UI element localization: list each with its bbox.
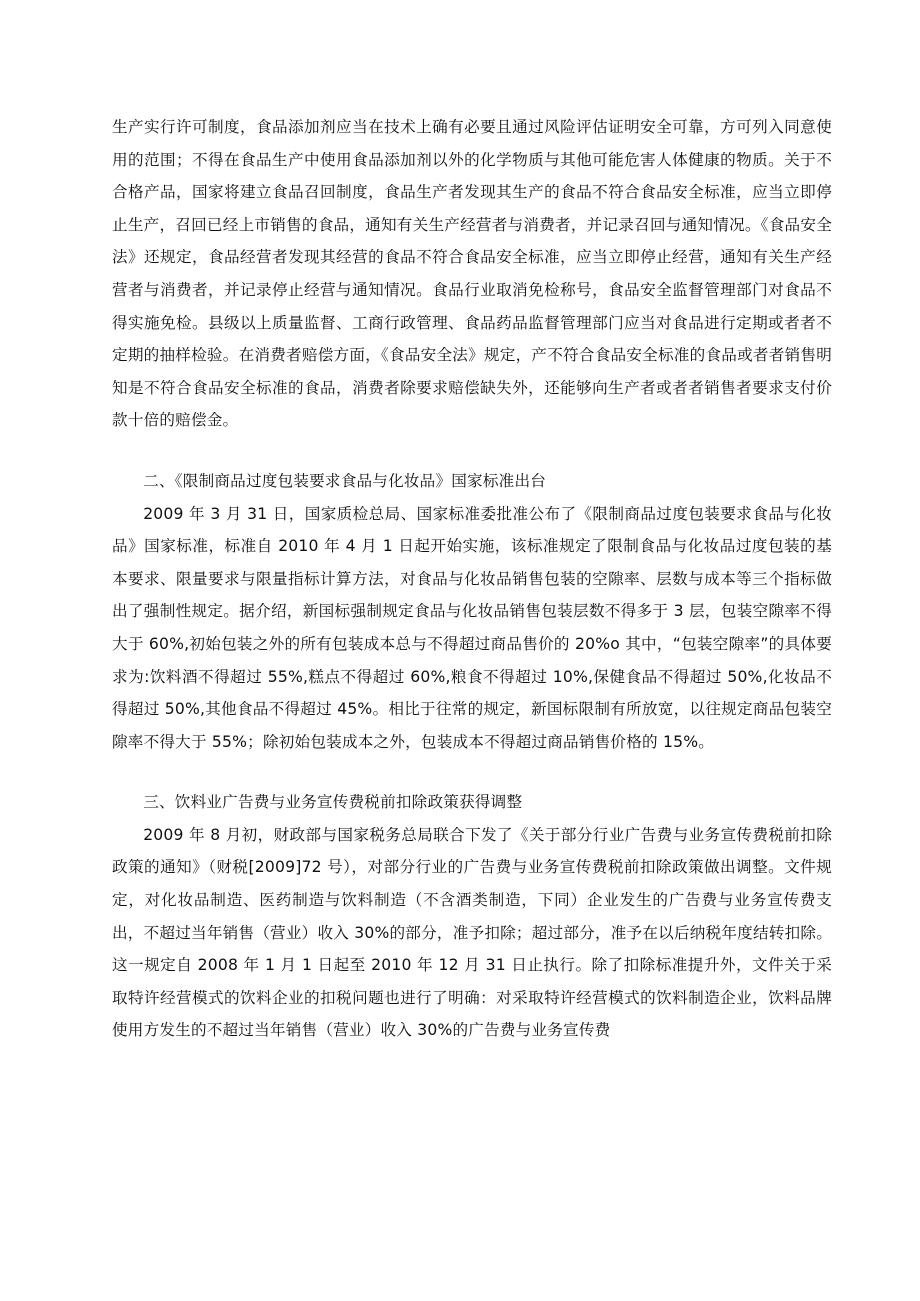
section-body-advertising-tax: 2009 年 8 月初，财政部与国家税务总局联合下发了《关于部分行业广告费与业务宣传费税前扣除政策的通知》（财税[2009]72 号），对部分行业的广告费与业务宣传费税前扣除政策做出调整。文件规定，对化妆品制造、医药制造与饮料制造（不含酒类制造，下同）企业发生的广告费与业务宣传费支出，不超过当年销售（营业）收入 30%的部分，准予扣除；超过部分，准予在以后纳税年度结转扣除。这一规定自 2008 年 1 月 1 日起至 2010 年 12 月 31 日止执行。除了扣除标准提升外，文件关于采取特许经营模式的饮料企业的扣税问题也进行了明确：对采取特许经营模式的饮料制造企业，饮料品牌使用方发生的不超过当年销售（营业）收入 30%的广告费与业务宣传费 xyxy=(112,825,832,1040)
section-body-packaging: 2009 年 3 月 31 日，国家质检总局、国家标准委批准公布了《限制商品过度包装要求食品与化妆品》国家标准，标准自 2010 年 4 月 1 日起开始实施，该标准规定了限制食品与化妆品过度包装的基本要求、限量要求与限量指标计算方法，对食品与化妆品销售包装的空隙率、层数与成本等三个指标做出了强制性规定。据介绍，新国标强制规定食品与化妆品销售包装层数不得多于 3 层，包装空隙率不得大于 60%,初始包装之外的所有包装成本总与不得超过商品售价的 20%o 其中，“包装空隙率”的具体要求为:饮料酒不得超过 55%,糕点不得超过 60%,粮食不得超过 10%,保健食品不得超过 50%,化妆品不得超过 50%,其他食品不得超过 45%。相比于往常的规定，新国标限制有所放宽，以往规定商品包装空隙率不得大于 55%；除初始包装成本之外，包装成本不得超过商品销售价格的 15%。 xyxy=(112,504,832,751)
section-spacer xyxy=(112,758,832,786)
section-spacer xyxy=(112,437,832,465)
intro-paragraph: 生产实行许可制度，食品添加剂应当在技术上确有必要且通过风险评估证明安全可靠，方可列入同意使用的范围；不得在食品生产中使用食品添加剂以外的化学物质与其他可能危害人体健康的物质。关于不合格产品，国家将建立食品召回制度，食品生产者发现其生产的食品不符合食品安全标准，应当立即停止生产，召回已经上市销售的食品，通知有关生产经营者与消费者，并记录召回与通知情况。《食品安全法》还规定，食品经营者发现其经营的食品不符合食品安全标准，应当立即停止经营，通知有关生产经营者与消费者，并记录停止经营与通知情况。食品行业取消免检称号，食品安全监督管理部门对食品不得实施免检。县级以上质量监督、工商行政管理、食品药品监督管理部门应当对食品进行定期或者者不定期的抽样检验。在消费者赔偿方面，《食品安全法》规定，产不符合食品安全标准的食品或者者销售明知是不符合食品安全标准的食品，消费者除要求赔偿缺失外，还能够向生产者或者者销售者要求支付价款十倍的赔偿金。 xyxy=(112,118,832,430)
section-heading-packaging: 二、《限制商品过度包装要求食品与化妆品》国家标准出台 xyxy=(143,471,547,490)
section-heading-advertising-tax: 三、饮料业广告费与业务宣传费税前扣除政策获得调整 xyxy=(143,793,523,812)
document-body xyxy=(112,111,832,1047)
